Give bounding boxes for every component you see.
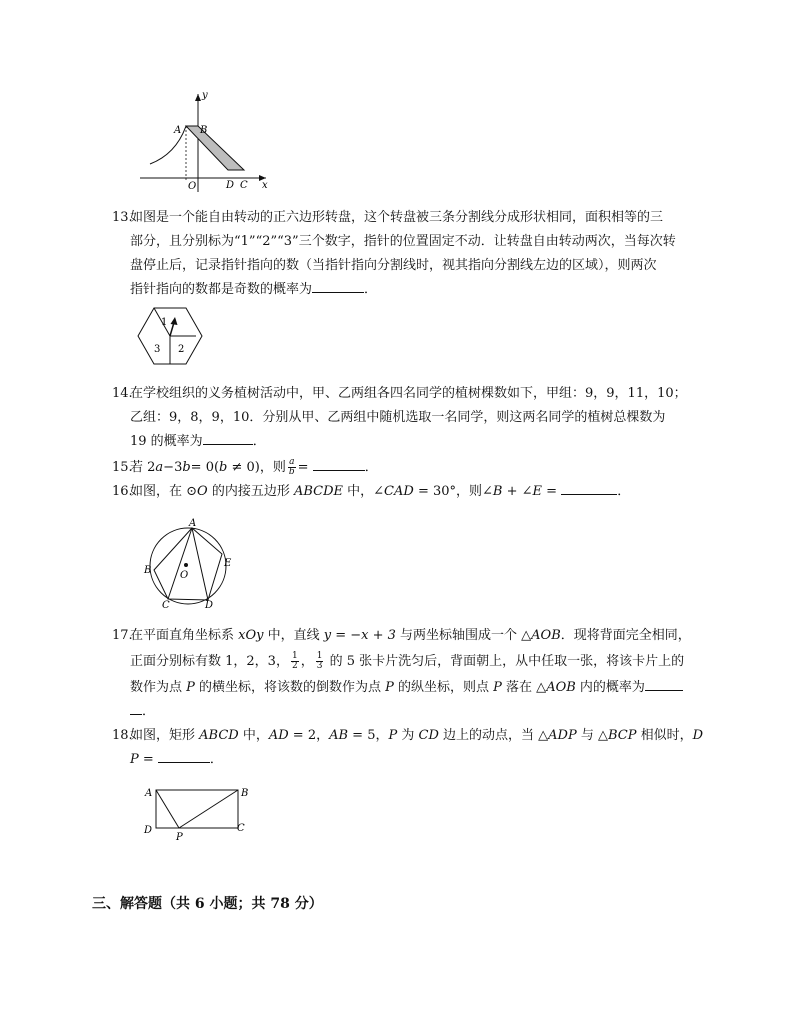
q17-text: 落在 △ xyxy=(501,680,547,695)
q15-var-b: b xyxy=(219,460,228,475)
q17-text: 的横坐标，将该数的倒数作为点 xyxy=(194,680,386,695)
q18-text: 相似时， xyxy=(636,728,693,743)
graph-label-d: D xyxy=(226,180,235,191)
pentagon-label-a: A xyxy=(189,518,197,529)
q16-var: B xyxy=(492,484,503,499)
q16-text: = xyxy=(542,484,562,499)
fraction-denominator: b xyxy=(288,467,295,477)
graph-label-y: y xyxy=(202,90,208,101)
graph-label-b: B xyxy=(200,125,208,136)
question-number: 15. xyxy=(112,460,133,475)
pentagon-label-d: D xyxy=(205,600,214,610)
question-17 xyxy=(112,624,742,724)
q16-text: 的内接五边形 xyxy=(207,484,294,499)
section-3-heading: 三、解答题（共 6 小题；共 78 分） xyxy=(92,896,323,912)
question-18 xyxy=(112,724,742,772)
q18-text: 与 △ xyxy=(576,728,608,743)
q18-text: = 2， xyxy=(288,728,330,743)
answer-blank[interactable] xyxy=(313,458,365,471)
question-16 xyxy=(112,480,712,504)
q15-text: −3 xyxy=(163,460,183,475)
q16-var: E xyxy=(532,484,543,499)
q18-text: 边上的动点，当 △ xyxy=(438,728,549,743)
spinner-label-1: 1 xyxy=(161,317,168,328)
q18-var: P xyxy=(130,752,139,767)
rect-label-c: C xyxy=(237,823,245,834)
q18-var: AB xyxy=(329,728,349,743)
q17-var: AOB xyxy=(546,680,576,695)
q17-end: ． xyxy=(142,704,156,719)
q17-fraction-half xyxy=(291,652,299,671)
q15-text: = 0( xyxy=(190,460,220,475)
q13-text-line-3: 盘停止后，记录指针指向的数（当指针指向分割线时，视其指向分割线左边的区域），则两次 xyxy=(130,258,657,273)
q16-var: ABCDE xyxy=(293,484,344,499)
question-13 xyxy=(112,206,712,302)
spinner-label-3: 3 xyxy=(154,344,161,355)
q18-text: = xyxy=(138,752,158,767)
rect-label-p: P xyxy=(176,832,183,842)
q15-fraction xyxy=(288,458,296,477)
q16-end: ． xyxy=(617,484,631,499)
question-number: 14. xyxy=(112,386,133,401)
q18-var: ADP xyxy=(548,728,577,743)
q17-text: 内的概率为 xyxy=(575,680,645,695)
q18-end: ． xyxy=(209,752,223,767)
q17-var: P xyxy=(493,680,502,695)
q16-var: O xyxy=(197,484,208,499)
rect-label-d: D xyxy=(144,825,153,836)
q18-var: D xyxy=(692,728,704,743)
q17-text: 与两坐标轴围成一个 △ xyxy=(395,628,532,643)
q17-text: 数作为点 xyxy=(130,680,187,695)
q16-var: CAD xyxy=(384,484,414,499)
fraction-numerator: 1 xyxy=(316,651,323,661)
q18-var: CD xyxy=(418,728,439,743)
fraction-numerator: 1 xyxy=(291,651,298,661)
answer-blank[interactable] xyxy=(645,678,683,691)
q18-text: 为 xyxy=(397,728,419,743)
fraction-numerator: a xyxy=(289,457,295,467)
graph-label-a: A xyxy=(174,125,182,136)
q17-text: 的 5 张卡片洗匀后，背面朝上，从中任取一张，将该卡片上的 xyxy=(325,654,685,669)
answer-blank[interactable] xyxy=(203,432,253,445)
question-number: 16. xyxy=(112,484,133,499)
rect-label-a: A xyxy=(145,788,153,799)
q15-end: ． xyxy=(364,460,378,475)
fraction-denominator: 2 xyxy=(291,661,298,671)
rectangle-figure xyxy=(142,784,252,842)
graph-label-o: O xyxy=(188,181,197,192)
question-14 xyxy=(112,382,712,454)
q16-text: = 30°，则∠ xyxy=(413,484,493,499)
q17-text: ．现将背面完全相同， xyxy=(560,628,691,643)
question-number: 18. xyxy=(112,728,133,743)
q17-text: 在平面直角坐标系 xyxy=(130,628,239,643)
q15-text: = xyxy=(297,460,313,475)
q15-var-a: a xyxy=(155,460,164,475)
q14-end: ． xyxy=(252,434,266,449)
q16-text: + ∠ xyxy=(502,484,533,499)
q17-text: 正面分别标有数 1，2，3， xyxy=(130,654,289,669)
q14-text-line-3: 19 的概率为 xyxy=(130,434,203,449)
circle-pentagon-figure xyxy=(142,516,238,610)
q14-text-line-1: 在学校组织的义务植树活动中，甲、乙两组各四名同学的植树棵数如下，甲组：9，9，11，10； xyxy=(130,386,687,401)
rect-label-b: B xyxy=(241,788,249,799)
q17-fraction-third xyxy=(316,652,324,671)
q18-text: = 5， xyxy=(348,728,389,743)
fraction-denominator: 3 xyxy=(316,661,323,671)
q17-var: P xyxy=(385,680,394,695)
q13-text-line-2: 部分，且分别标为“1”“2”“3”三个数字，指针的位置固定不动．让转盘自由转动两次，当每次转 xyxy=(130,234,676,249)
q16-text: 中，∠ xyxy=(343,484,385,499)
answer-blank[interactable] xyxy=(561,482,617,495)
q17-text: 的纵坐标，则点 xyxy=(393,680,494,695)
q18-var: AD xyxy=(268,728,289,743)
q17-equation: y = −x + 3 xyxy=(323,628,396,643)
pentagon-label-o: O xyxy=(180,570,189,581)
hexagon-spinner-figure xyxy=(134,304,206,368)
q14-text-line-2: 乙组：9，8，9，10．分别从甲、乙两组中随机选取一名同学，则这两名同学的植树总棵数为 xyxy=(130,410,666,425)
q16-text: 如图，在 ⊙ xyxy=(130,484,198,499)
answer-blank[interactable] xyxy=(312,280,364,293)
answer-blank-continued[interactable] xyxy=(130,702,142,715)
q18-var: ABCD xyxy=(199,728,239,743)
q13-text-line-1: 如图是一个能自由转动的正六边形转盘，这个转盘被三条分割线分成形状相同，面积相等的三 xyxy=(130,210,664,225)
coordinate-graph-figure xyxy=(138,88,278,194)
q15-var-b: b xyxy=(182,460,191,475)
graph-label-x: x xyxy=(262,180,268,191)
question-number: 17. xyxy=(112,628,133,643)
q18-var: BCP xyxy=(607,728,637,743)
pentagon-label-e: E xyxy=(224,558,232,569)
q17-var: P xyxy=(186,680,195,695)
pentagon-label-b: B xyxy=(144,565,152,576)
q17-text: 中，直线 xyxy=(263,628,324,643)
pentagon-label-c: C xyxy=(162,600,170,610)
q13-end: ． xyxy=(364,282,378,297)
question-number: 13. xyxy=(112,210,133,225)
q18-text: 中， xyxy=(238,728,269,743)
q17-var: xOy xyxy=(238,628,264,643)
question-15 xyxy=(112,456,712,480)
spinner-label-2: 2 xyxy=(178,344,185,355)
q17-var: AOB xyxy=(531,628,561,643)
graph-label-c: C xyxy=(240,180,248,191)
q18-var: P xyxy=(388,728,398,743)
q13-text-line-4: 指针指向的数都是奇数的概率为 xyxy=(130,282,313,297)
q18-text: 如图，矩形 xyxy=(130,728,200,743)
q15-text: ≠ 0)，则 xyxy=(227,460,286,475)
q17-text: ， xyxy=(300,654,314,669)
answer-blank[interactable] xyxy=(158,750,210,763)
q15-text: 若 2 xyxy=(130,460,156,475)
